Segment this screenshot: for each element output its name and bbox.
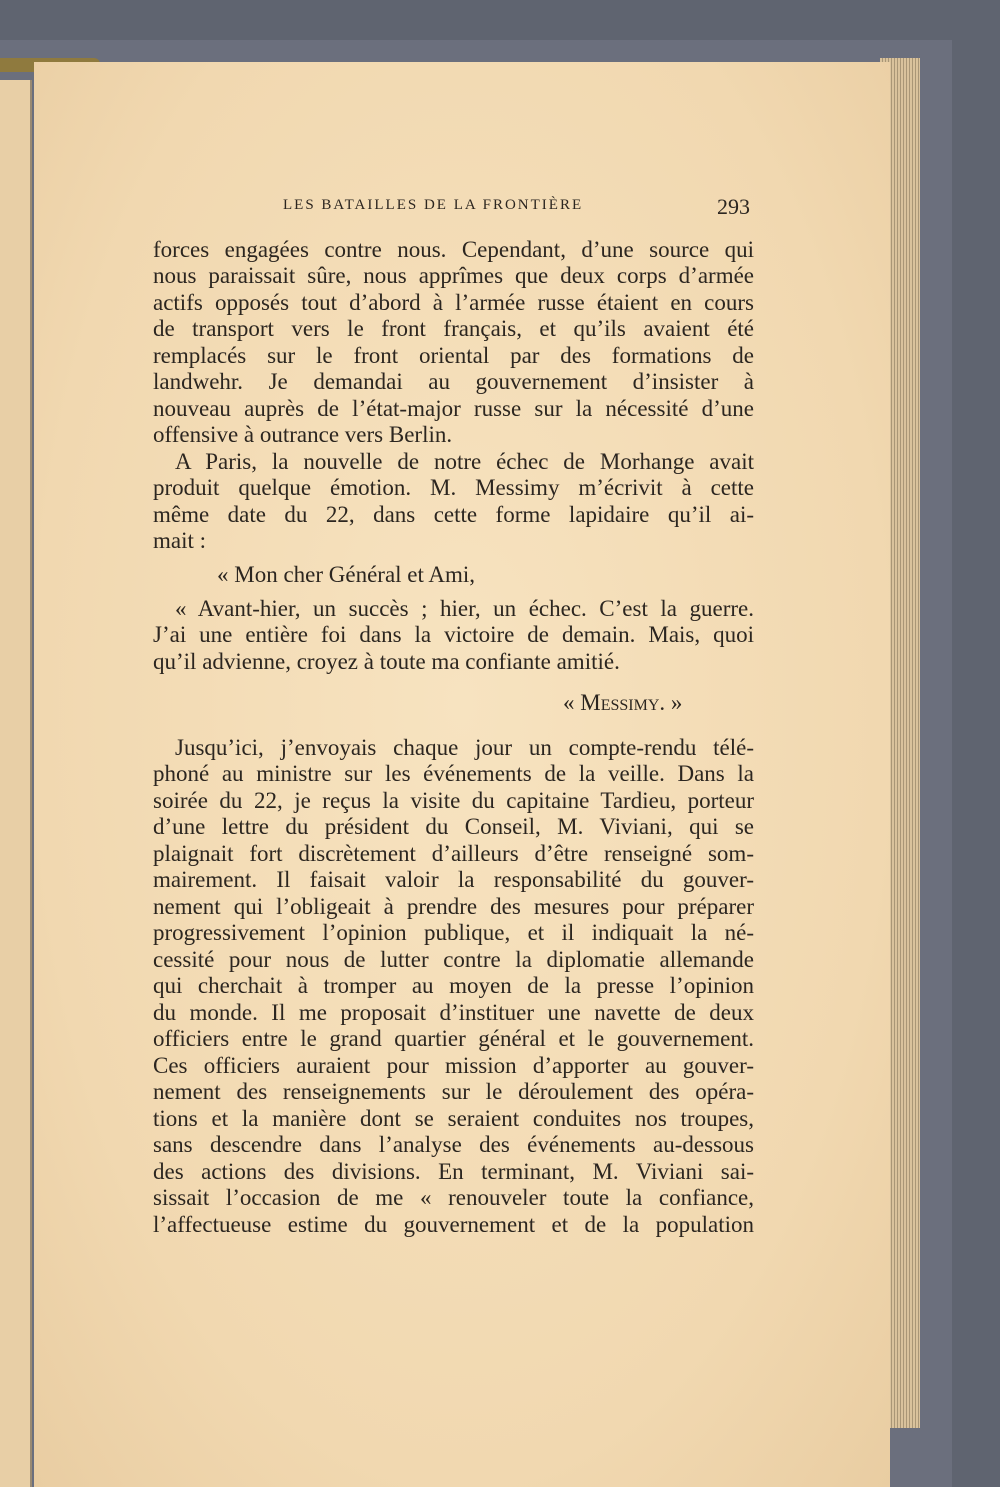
text-line: nement des renseignements sur le déroulement des opéra-	[153, 1079, 754, 1104]
text-line: Ces officiers auraient pour mission d’apporter au gouver-	[153, 1053, 754, 1078]
text-line: tions et la manière dont se seraient conduites nos troupes,	[153, 1106, 754, 1131]
text-line: soirée du 22, je reçus la visite du capitaine Tardieu, porteur	[153, 788, 754, 813]
text-line: sissait l’occasion de me « renouveler toute la confiance,	[153, 1185, 754, 1210]
running-title: LES BATAILLES DE LA FRONTIÈRE	[283, 197, 584, 213]
text-line: « Mon cher Général et Ami,	[217, 562, 476, 587]
text-line: mairement. Il faisait valoir la responsabilité du gouver-	[153, 867, 754, 892]
text-line: nouveau auprès de l’état-major russe sur la nécessité d’une	[153, 396, 754, 421]
text-line: progressivement l’opinion publique, et il indiquait la né-	[153, 920, 754, 945]
text-line: qui cherchait à tromper au moyen de la presse l’opinion	[153, 973, 754, 998]
text-line: cessité pour nous de lutter contre la diplomatie allemande	[153, 947, 754, 972]
text-line: nous paraissait sûre, nous apprîmes que deux corps d’armée	[153, 263, 754, 288]
text-line: A Paris, la nouvelle de notre échec de Morhange avait	[175, 449, 754, 474]
text-line: J’ai une entière foi dans la victoire de demain. Mais, quoi	[153, 622, 754, 647]
text-line: même date du 22, dans cette forme lapidaire qu’il ai-	[153, 502, 754, 527]
text-line: de transport vers le front français, et qu’ils avaient été	[153, 316, 754, 341]
text-line: landwehr. Je demandai au gouvernement d’insister à	[153, 369, 754, 394]
text-line: « Avant-hier, un succès ; hier, un échec. C’est la guerre.	[175, 596, 754, 621]
text-line: des actions des divisions. En terminant, M. Viviani sai-	[153, 1159, 754, 1184]
text-line: forces engagées contre nous. Cependant, d’une source qui	[153, 237, 754, 262]
text-line: d’une lettre du président du Conseil, M. Viviani, qui se	[153, 814, 754, 839]
page-number: 293	[717, 194, 750, 219]
text-line: du monde. Il me proposait d’instituer une navette de deux	[153, 1000, 754, 1025]
text-line: nement qui l’obligeait à prendre des mesures pour préparer	[153, 894, 754, 919]
text-line: mait :	[153, 528, 207, 553]
left-page-edge	[0, 80, 32, 1487]
text-line: produit quelque émotion. M. Messimy m’écrivit à cette	[153, 475, 754, 500]
signature-line: « Messimy. »	[563, 690, 683, 715]
text-line: offensive à outrance vers Berlin.	[153, 422, 453, 447]
text-line: sans descendre dans l’analyse des événements au-dessous	[153, 1132, 754, 1157]
text-line: actifs opposés tout d’abord à l’armée russe étaient en cours	[153, 290, 754, 315]
text-line: qu’il advienne, croyez à toute ma confiante amitié.	[153, 649, 620, 674]
text-line: phoné au ministre sur les événements de la veille. Dans la	[153, 761, 754, 786]
text-line: l’affectueuse estime du gouvernement et de la population	[153, 1212, 754, 1237]
text-line: officiers entre le grand quartier général et le gouvernement.	[153, 1026, 754, 1051]
text-line: remplacés sur le front oriental par des formations de	[153, 343, 754, 368]
text-line: plaignait fort discrètement d’ailleurs d’être renseigné som-	[153, 841, 754, 866]
text-line: Jusqu’ici, j’envoyais chaque jour un compte-rendu télé-	[175, 735, 754, 760]
